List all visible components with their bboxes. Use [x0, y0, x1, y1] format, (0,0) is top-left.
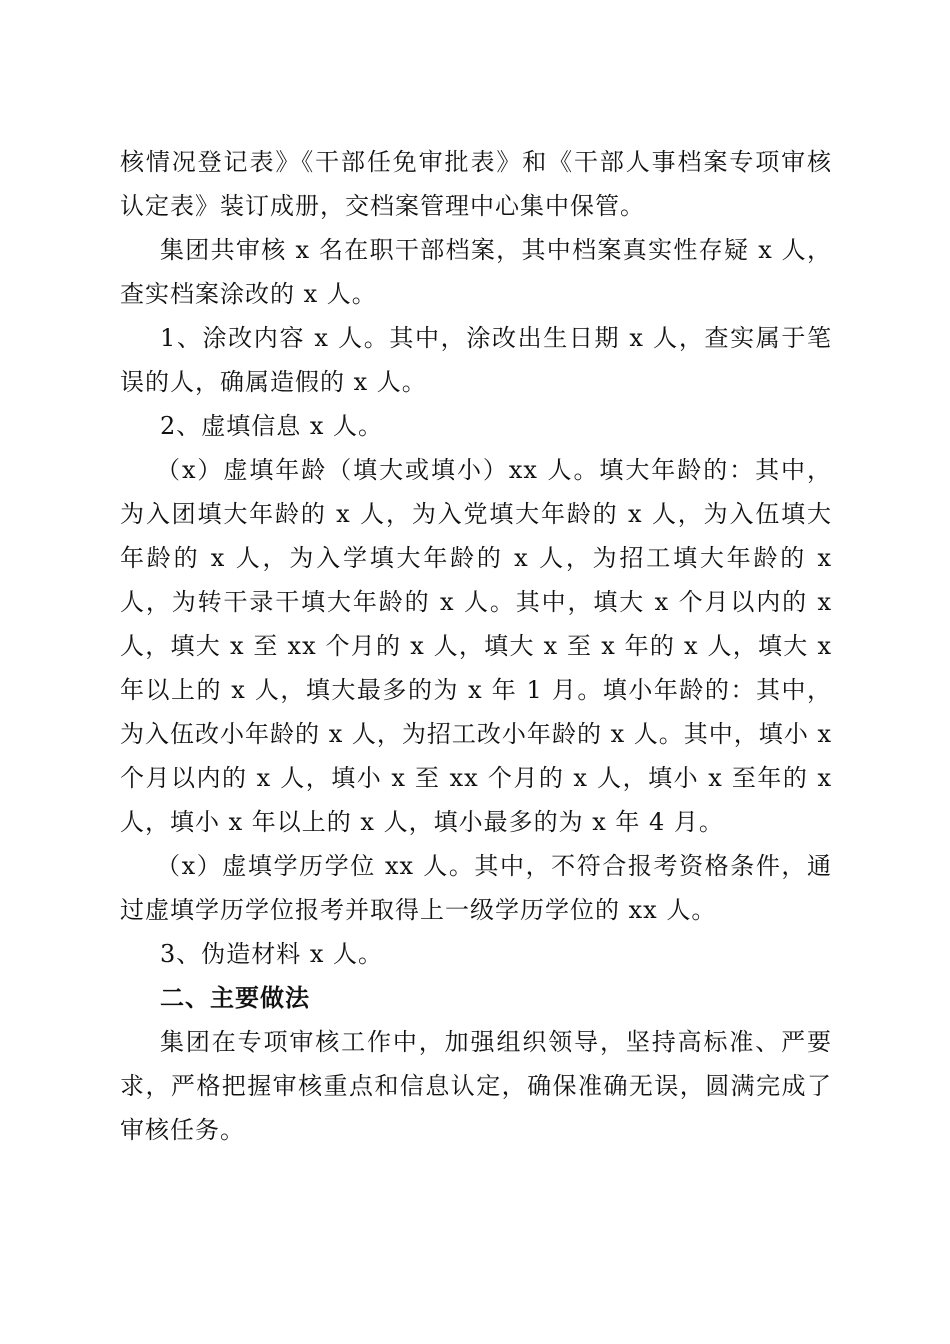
document-page: [120, 140, 832, 1152]
paragraph-forged-materials: 3、伪造材料 x 人。: [160, 940, 384, 968]
paragraph-false-degree: （x）虚填学历学位 xx 人。其中，不符合报考资格条件，通过虚填学历学位报考并取得上一级学历学位的 xx 人。: [120, 852, 832, 924]
paragraph-audit-summary: 集团共审核 x 名在职干部档案，其中档案真实性存疑 x 人，查实档案涂改的 x 人。: [120, 236, 832, 308]
paragraph-altered-content: 1、涂改内容 x 人。其中，涂改出生日期 x 人，查实属于笔误的人，确属造假的 x 人。: [120, 324, 832, 396]
paragraph-false-age: （x）虚填年龄（填大或填小）xx 人。填大年龄的：其中，为入团填大年龄的 x 人，为入党填大年龄的 x 人，为入伍填大年龄的 x 人，为入学填大年龄的 x 人，为招工填大年龄的 x 人，为转干录干填大年龄的 x 人。其中，填大 x 个月以内的 x 人，填大 x 至 xx 个月的 x 人，填大 x 至 x 年的 x 人，填大 x 年以上的 x 人，填大最多的为 x 年 1 月。填小年龄的：其中，为入伍改小年龄的 x 人，为招工改小年龄的 x 人。其中，填小 x 个月以内的 x 人，填小 x 至 xx 个月的 x 人，填小 x 至年的 x 人，填小 x 年以上的 x 人，填小最多的为 x 年 4 月。: [120, 456, 832, 836]
section-heading-main-practices: 二、主要做法: [160, 984, 310, 1012]
paragraph-main-practices: 集团在专项审核工作中，加强组织领导，坚持高标准、严要求，严格把握审核重点和信息认定，确保准确无误，圆满完成了审核任务。: [120, 1028, 832, 1144]
paragraph-false-information: 2、虚填信息 x 人。: [160, 412, 384, 440]
paragraph-continuation: 核情况登记表》《干部任免审批表》和《干部人事档案专项审核认定表》装订成册，交档案管理中心集中保管。: [120, 148, 832, 220]
